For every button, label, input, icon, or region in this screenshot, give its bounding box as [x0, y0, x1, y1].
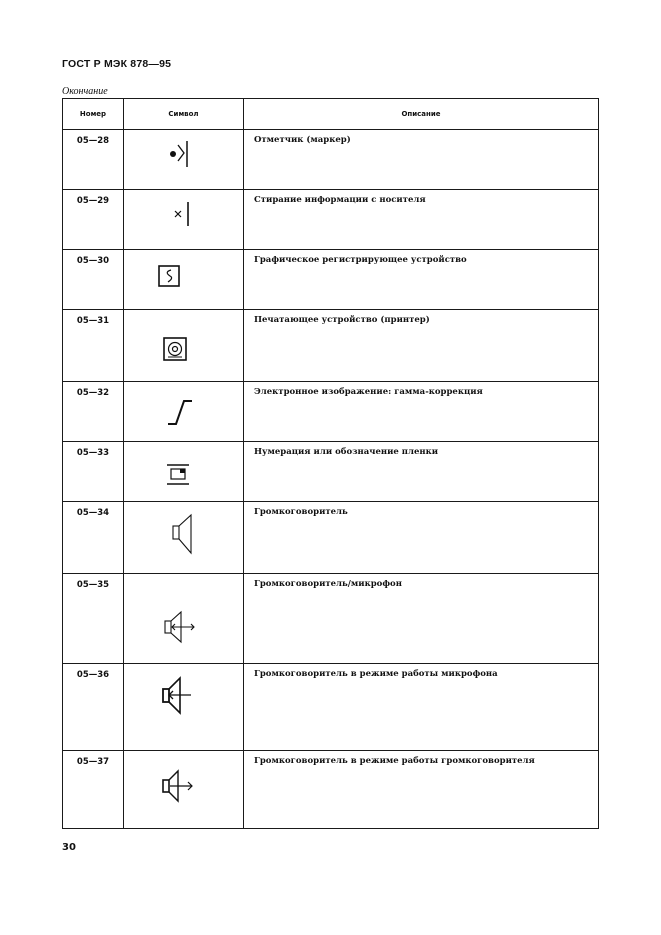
table-row — [63, 130, 599, 190]
table-row — [63, 310, 599, 382]
table-row — [63, 382, 599, 442]
symbols-table-container — [62, 98, 598, 828]
graphic-recorder-icon — [124, 250, 244, 310]
table-row — [63, 250, 599, 310]
erase-icon — [124, 190, 244, 250]
row-description: Громкоговоритель в режиме работы микрофона — [244, 664, 599, 751]
row-number: 05—28 — [63, 130, 124, 190]
table-row — [63, 664, 599, 751]
table-header-row — [63, 99, 599, 130]
table-row — [63, 574, 599, 664]
table-row — [63, 190, 599, 250]
row-symbol — [124, 751, 244, 829]
row-symbol — [124, 442, 244, 502]
row-number: 05—31 — [63, 310, 124, 382]
row-symbol — [124, 250, 244, 310]
loudspeaker-icon — [124, 502, 244, 574]
row-symbol — [124, 130, 244, 190]
row-description: Громкоговоритель/микрофон — [244, 574, 599, 664]
table-row — [63, 751, 599, 829]
loudspeaker-microphone-icon — [124, 574, 244, 664]
table-row — [63, 442, 599, 502]
row-symbol — [124, 190, 244, 250]
column-header-description: Описание — [244, 99, 599, 130]
column-header-number: Номер — [63, 99, 124, 130]
row-description: Громкоговоритель — [244, 502, 599, 574]
row-description: Графическое регистрирующее устройство — [244, 250, 599, 310]
row-symbol — [124, 382, 244, 442]
row-description: Нумерация или обозначение пленки — [244, 442, 599, 502]
row-description: Печатающее устройство (принтер) — [244, 310, 599, 382]
gamma-correction-icon — [124, 382, 244, 442]
loudspeaker-speaker-mode-icon — [124, 751, 244, 829]
row-number: 05—34 — [63, 502, 124, 574]
row-number: 05—36 — [63, 664, 124, 751]
printer-icon — [124, 310, 244, 382]
document-header: ГОСТ Р МЭК 878—95 — [62, 58, 172, 70]
loudspeaker-mic-mode-icon — [124, 664, 244, 751]
symbols-table — [62, 98, 599, 829]
marker-icon — [124, 130, 244, 190]
row-number: 05—30 — [63, 250, 124, 310]
row-number: 05—35 — [63, 574, 124, 664]
column-header-symbol: Символ — [124, 99, 244, 130]
row-description: Электронное изображение: гамма-коррекция — [244, 382, 599, 442]
row-number: 05—37 — [63, 751, 124, 829]
row-symbol — [124, 574, 244, 664]
row-symbol — [124, 502, 244, 574]
row-symbol — [124, 310, 244, 382]
table-continuation-label: Окончание — [62, 86, 108, 97]
row-description: Отметчик (маркер) — [244, 130, 599, 190]
page-number: 30 — [62, 842, 76, 853]
row-number: 05—32 — [63, 382, 124, 442]
row-number: 05—29 — [63, 190, 124, 250]
film-numbering-icon — [124, 442, 244, 502]
row-symbol — [124, 664, 244, 751]
table-row — [63, 502, 599, 574]
row-number: 05—33 — [63, 442, 124, 502]
row-description: Громкоговоритель в режиме работы громкоговорителя — [244, 751, 599, 829]
row-description: Стирание информации с носителя — [244, 190, 599, 250]
